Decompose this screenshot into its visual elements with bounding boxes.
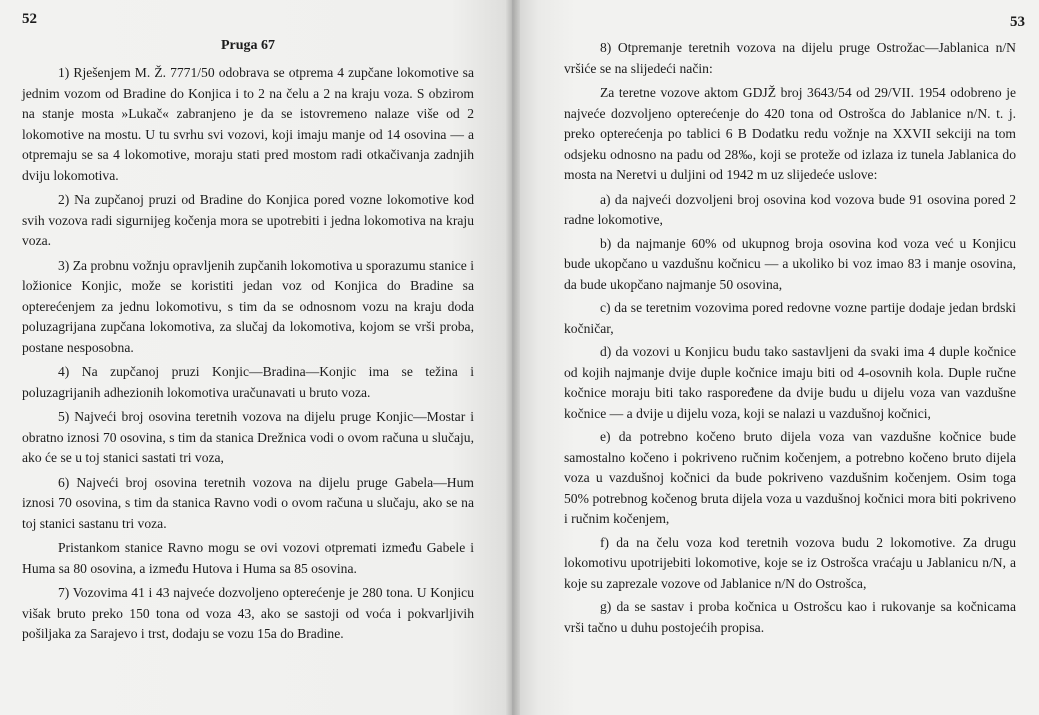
paragraph: 3) Za probnu vožnju opravljenih zupčanih lokomotiva u sporazumu stanice i ložionice Konjic, može se koristiti jedan voz od Konjica do Bradine sa opterećenjem za jednu lokomotivu, s tim da se odnosnom vozu na kraju doda poluzagrijana zupčana lokomotiva, za slučaj da lokomotiva, kojom se vrši proba, postane nesposobna. [22,257,475,355]
paragraph: 8) Otpremanje teretnih vozova na dijelu pruge Ostrožac—Jablanica n/N vršiće se na slijedeći način: [564,40,1016,76]
page-number: 53 [1010,14,1025,30]
list-item: d) da vozovi u Konjicu budu tako sastavljeni da svaki ima 4 duple kočnice od kojih najmanje dvije duple kočnice imaju biti od 4-osovnih kola. Duple ručne kočnice moraju biti tako raspoređene da dvije budu u dijelu voza van vazdušne kočnice — a dvije u dijelu voza, koji se nalazi u vazdušnoj kočnici, [564,344,1016,421]
paragraph: 6) Najveći broj osovina teretnih vozova na dijelu pruge Gabela—Hum iznosi 70 osovina, s tim da stanica Ravno vodi o ovom računa u slučaju, ako se na toj stanici sastanu tri voza. [22,474,474,531]
list-item: a) da najveći dozvoljeni broj osovina kod vozova bude 91 osovina pored 2 radne lokomotive, [564,191,1016,227]
paragraph: 2) Na zupčanoj pruzi od Bradine do Konjica pored vozne lokomotive kod svih vozova radi sigurnijeg kočenja mora se upotrebiti i jedna lokomotiva na kraju voza. [22,192,474,248]
section-title: Pruga 67 [220,38,276,53]
list-item: c) da se teretnim vozovima pored redovne vozne partije dodaje jedan brdski kočničar, [564,300,1016,336]
paragraph: 5) Najveći broj osovina teretnih vozova na dijelu pruge Konjic—Mostar i obratno iznosi 70 osovina, s tim da stanica Drežnica vodi o ovom računa u slučaju, ako će se u toj stanici sastati tri voza, [22,409,474,465]
list-item: b) da najmanje 60% od ukupnog broja osovina kod voza već u Konjicu bude ukopčano u vazdušnu kočnicu — a ukoliko bi voz imao 83 i manje osovina, da bude ukopčano najmanje 50 osovina, [564,235,1016,292]
paragraph: Pristankom stanice Ravno mogu se ovi vozovi otpremati između Gabele i Huma sa 80 osovina, a između Hutova i Huma sa 85 osovina. [22,540,474,576]
left-page [0,0,512,715]
paragraph: 7) Vozovima 41 i 43 najveće dozvoljeno opterećenje je 280 tona. U Konjicu višak bruto preko 150 tona od voza 43, ako se sastoji od voća i pokvarljivih pošiljaka za Sarajevo i trst, dodaju se vozu 15a do Bradine. [22,585,474,641]
page-number: 52 [22,11,37,27]
paragraph: 4) Na zupčanoj pruzi Konjic—Bradina—Konjic ima se težina i poluzagrijanih adhezionih lokomotiva uračunavati u bruto voza. [22,364,474,400]
page-body [22,37,474,649]
list-item: f) da na čelu voza kod teretnih vozova budu 2 lokomotive. Za drugu lokomotivu upotrijebiti lokomotive, koje se iz Ostrošca vraćaju u Jablanicu n/N, a koje su zaprezale vozove od Jablanice n/N do Ostrošca, [564,534,1016,591]
book-fold-shadow [506,0,520,715]
list-item: g) da se sastav i proba kočnica u Ostrošcu kao i rukovanje sa kočnicama vrši tačno u duhu postojećih propisa. [564,599,1016,635]
page-body [564,38,1016,641]
paragraph: 1) Rješenjem M. Ž. 7771/50 odobrava se otprema 4 zupčane lokomotive sa jednim vozom od Bradine do Konjica i to 2 na čelu a 2 na kraju voza. S obzirom na stanje mosta »Lukač« zabranjeno je da se istovremeno nalaze više od 2 lokomotive na mostu. U tu svrhu svi vozovi, koji imaju manje od 14 osovina — a otpremaju se sa 4 lokomotive, moraju stati pred mostom radi otkačivanja zadnjih dviju lokomotiva. [22,65,474,183]
right-page [512,0,1039,715]
paragraph: Za teretne vozove aktom GDJŽ broj 3643/54 od 29/VII. 1954 odobreno je najveće dozvoljeno opterećenje do 420 tona od Ostrošca do Jablanice n/N. t. j. preko opterećenja po tablici 6 B Dodatku redu vožnje na XXVII sekciji na tom odsjeku odnosno na padu od 28‰, koji se proteže od izlaza iz tunela Jablanica do mosta na Neretvi u duljini od 1942 m uz slijedeće uslove: [564,85,1016,182]
list-item: e) da potrebno kočeno bruto dijela voza van vazdušne kočnice bude samostalno kočeno i pokriveno ručnim kočenjem, a potrebno kočeno bruto dijela voza u vazdušnoj kočnici da bude pokriveno vazdušnim kočenjem. Osim toga 50% potrebnog kočenog bruta dijela voza u vazdušnoj kočnici mora biti pokriveno i ručnim kočenjem, [564,429,1016,526]
